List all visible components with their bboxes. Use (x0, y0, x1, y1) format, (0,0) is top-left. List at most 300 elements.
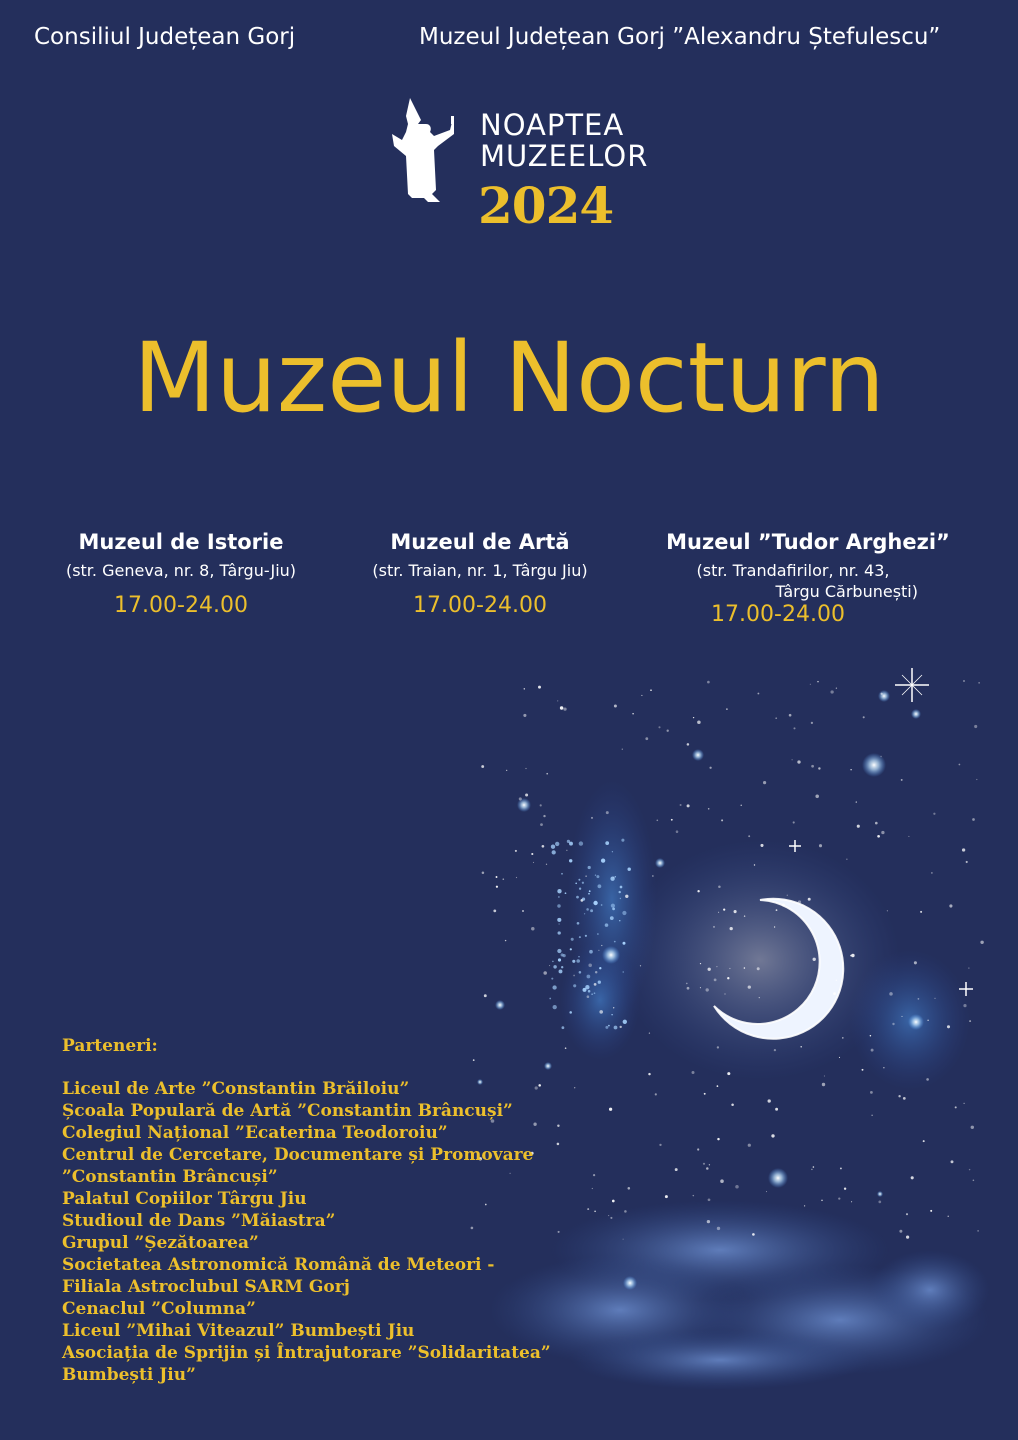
star (585, 875, 587, 877)
star (775, 717, 777, 719)
star (963, 1103, 964, 1104)
star (623, 1239, 624, 1240)
star (524, 688, 525, 689)
star (723, 908, 725, 910)
star (624, 1210, 627, 1213)
star (877, 835, 880, 838)
star (721, 819, 723, 821)
star (830, 690, 833, 693)
star (562, 1026, 565, 1029)
star (540, 804, 542, 806)
star (569, 859, 572, 862)
star (813, 1166, 815, 1168)
star (978, 682, 979, 683)
partner-item: Asociația de Sprijin și Întrajutorare ”Solidaritatea” (62, 1343, 551, 1363)
star (583, 988, 587, 992)
star (622, 749, 623, 750)
star (709, 767, 711, 769)
star (717, 1227, 720, 1230)
partner-item: Școala Populară de Artă ”Constantin Brâncuși” (62, 1101, 513, 1121)
star (619, 920, 620, 921)
star (797, 760, 800, 763)
star (706, 1167, 709, 1170)
logo-word-muzeelor: MUZEELOR (480, 139, 649, 173)
star (675, 1168, 678, 1171)
partner-item: ”Constantin Brâncuși” (62, 1167, 278, 1187)
star (640, 965, 641, 966)
star (522, 910, 524, 912)
star (525, 768, 526, 769)
star (594, 983, 597, 986)
star (619, 891, 621, 893)
star (920, 911, 922, 913)
star (708, 968, 711, 971)
star (614, 705, 617, 708)
star (973, 1180, 975, 1182)
star (552, 961, 554, 963)
star (708, 1198, 711, 1201)
star (824, 1075, 825, 1076)
star (883, 1067, 884, 1068)
star (601, 945, 602, 946)
star (906, 1236, 909, 1239)
star (782, 904, 785, 907)
star (697, 890, 699, 892)
star (667, 730, 669, 732)
star (496, 886, 498, 888)
star (951, 1160, 954, 1163)
star (963, 1004, 966, 1007)
star (561, 873, 563, 875)
star (734, 910, 737, 913)
star (570, 948, 572, 950)
star (546, 864, 547, 865)
star (612, 1200, 615, 1203)
star (727, 977, 729, 979)
partner-item: Societatea Astronomică Română de Meteori - (62, 1255, 495, 1275)
star (697, 721, 701, 725)
star (645, 737, 648, 740)
museum-address: (str. Geneva, nr. 8, Târgu-Jiu) (65, 561, 297, 580)
star (589, 950, 593, 954)
star (594, 1210, 596, 1212)
star (579, 841, 583, 845)
star (614, 941, 616, 943)
star (620, 898, 621, 899)
star (851, 954, 854, 957)
star (720, 1179, 724, 1183)
star (648, 1073, 650, 1075)
star (610, 877, 614, 881)
star (963, 680, 965, 682)
star (605, 1026, 608, 1029)
star (652, 875, 653, 876)
museum-hours: 17.00-24.00 (413, 593, 547, 618)
star (650, 689, 652, 691)
star (836, 980, 837, 981)
star (612, 851, 613, 852)
star (598, 981, 601, 984)
star (760, 844, 763, 847)
star (659, 1144, 661, 1146)
star (730, 927, 733, 930)
star (558, 896, 559, 897)
star (840, 1167, 842, 1169)
museum-column-arghezi (648, 530, 968, 627)
star (774, 926, 775, 927)
star (839, 1057, 840, 1058)
star (901, 779, 903, 781)
star (908, 836, 909, 837)
museum-column-history (31, 530, 331, 618)
star (727, 1072, 730, 1075)
star (608, 1215, 609, 1216)
star (707, 681, 710, 684)
candle-figure-icon (388, 94, 468, 210)
star (703, 1163, 705, 1165)
star (595, 875, 596, 876)
star (641, 695, 642, 696)
star (709, 1164, 710, 1165)
star (582, 897, 585, 900)
star (969, 1020, 971, 1022)
star (817, 681, 819, 683)
star (558, 958, 561, 961)
star (804, 1205, 805, 1206)
star (892, 1023, 894, 1025)
star (687, 804, 690, 807)
star (484, 994, 487, 997)
star (870, 1091, 873, 1094)
star (557, 1124, 559, 1126)
star (918, 998, 920, 1000)
star (606, 811, 609, 814)
star (619, 1026, 621, 1028)
star (741, 805, 742, 806)
star (620, 886, 623, 889)
star (549, 965, 550, 966)
star (481, 765, 484, 768)
star (576, 896, 579, 899)
star (551, 978, 553, 980)
star (836, 688, 837, 689)
star (553, 965, 556, 968)
star (523, 714, 526, 717)
star (551, 845, 555, 849)
star (707, 1220, 710, 1223)
star (815, 795, 819, 799)
star (766, 1191, 767, 1192)
star (599, 967, 601, 969)
star (493, 910, 496, 913)
star (726, 708, 728, 710)
star (582, 882, 584, 884)
cloud-illustration (490, 1200, 990, 1390)
star (948, 1216, 949, 1217)
star (592, 1188, 593, 1189)
star (552, 850, 556, 854)
star (605, 923, 609, 927)
museum-address-line1: (str. Trandafirilor, nr. 43, (696, 561, 890, 580)
star (903, 1097, 906, 1100)
star (800, 1046, 802, 1048)
star (557, 889, 561, 893)
star (731, 1104, 734, 1107)
star (863, 716, 865, 718)
star (947, 1025, 950, 1028)
star (519, 797, 522, 800)
star (687, 987, 690, 990)
star (506, 770, 507, 771)
header-organization-left: Consiliul Județean Gorj (34, 24, 296, 50)
star (531, 927, 534, 930)
museum-name: Muzeul de Artă (390, 530, 570, 554)
star (870, 1035, 871, 1036)
star (793, 727, 795, 729)
star (697, 1148, 699, 1150)
star (729, 968, 730, 969)
star (923, 1140, 925, 1142)
star (966, 861, 968, 863)
partner-item: Grupul ”Șezătoarea” (62, 1233, 259, 1253)
star (692, 1071, 695, 1074)
star (473, 1059, 475, 1061)
partner-item: Liceul de Arte ”Constantin Brăiloiu” (62, 1079, 410, 1099)
star (821, 1200, 822, 1201)
star (591, 817, 593, 819)
star (597, 933, 599, 935)
star (533, 862, 534, 863)
star (789, 714, 792, 717)
star (914, 961, 917, 964)
star (880, 693, 882, 695)
star (546, 773, 548, 775)
star (588, 866, 591, 869)
star (623, 1020, 627, 1024)
museum-hours: 17.00-24.00 (711, 602, 845, 627)
star (901, 1016, 902, 1017)
star (724, 993, 725, 994)
star (811, 765, 814, 768)
star (927, 1020, 928, 1021)
star (560, 706, 563, 709)
star (588, 893, 590, 895)
star (878, 1201, 881, 1204)
star (856, 801, 857, 802)
star (933, 813, 935, 815)
star (579, 936, 581, 938)
star (771, 1134, 774, 1137)
star (717, 1138, 719, 1140)
star (598, 884, 602, 888)
star (622, 911, 626, 915)
star (793, 821, 795, 823)
star (808, 898, 811, 901)
star (706, 988, 709, 991)
star (601, 858, 605, 862)
star (671, 819, 673, 821)
star (565, 1047, 567, 1049)
star (787, 895, 788, 896)
star (605, 841, 609, 845)
star (792, 759, 793, 760)
star (562, 954, 565, 957)
star (718, 912, 719, 913)
star (578, 956, 579, 957)
partner-item: Bumbești Jiu” (62, 1365, 196, 1385)
star (757, 967, 760, 970)
partner-item: Filiala Astroclubul SARM Gorj (62, 1277, 350, 1297)
star (577, 922, 580, 925)
star (515, 850, 517, 852)
star (594, 992, 596, 994)
museum-address-line2: Târgu Cărbunești) (775, 582, 918, 601)
star (676, 830, 679, 833)
star (656, 819, 658, 821)
star (776, 909, 778, 911)
star (543, 815, 545, 817)
star (844, 1188, 846, 1190)
star (611, 904, 615, 908)
star (563, 707, 566, 710)
star (632, 713, 633, 714)
star (752, 1233, 755, 1236)
star (744, 915, 745, 916)
star (575, 883, 577, 885)
star (558, 1231, 560, 1233)
star (593, 901, 597, 905)
star (955, 1106, 957, 1108)
star (774, 1049, 776, 1051)
star (959, 764, 961, 766)
star (623, 971, 624, 972)
star (557, 949, 561, 953)
header-organization-right: Muzeul Județean Gorj ”Alexandru Ștefulescu” (419, 24, 941, 50)
star (549, 998, 551, 1000)
star (571, 938, 574, 941)
star (871, 1049, 874, 1052)
star (573, 984, 576, 987)
star (557, 700, 558, 701)
star (587, 995, 590, 998)
star (889, 992, 893, 996)
star (704, 1093, 706, 1095)
star (579, 888, 581, 890)
star (553, 1005, 557, 1009)
star (573, 975, 575, 977)
star (757, 693, 759, 695)
star (930, 1210, 932, 1212)
star (911, 1176, 914, 1179)
star (735, 1185, 739, 1189)
star (931, 872, 933, 874)
star (586, 908, 589, 911)
nebula (560, 780, 970, 1090)
star (934, 998, 935, 999)
star (898, 1095, 900, 1097)
star (655, 1093, 657, 1095)
star (974, 725, 977, 728)
star (846, 859, 847, 860)
star (593, 1174, 595, 1176)
star (496, 876, 498, 878)
star (503, 878, 505, 880)
star (693, 1195, 694, 1196)
star (971, 1126, 974, 1129)
star (871, 1115, 872, 1116)
star (612, 908, 615, 911)
star (615, 876, 616, 877)
star (842, 1037, 844, 1039)
star (540, 823, 543, 826)
star (811, 722, 813, 724)
star (718, 886, 721, 889)
star (768, 1099, 771, 1102)
star (596, 875, 599, 878)
star (838, 1197, 840, 1199)
museum-address: (str. Traian, nr. 1, Târgu Jiu) (372, 561, 588, 580)
star (899, 1230, 902, 1233)
star (665, 1195, 668, 1198)
star (977, 1230, 979, 1232)
star (713, 926, 715, 928)
star (775, 1108, 778, 1111)
museum-column-art (330, 530, 630, 618)
star (744, 967, 746, 969)
star (589, 890, 591, 892)
star (611, 1014, 612, 1015)
star (880, 756, 881, 757)
page-title: Muzeul Nocturn (133, 322, 885, 434)
star (561, 966, 563, 968)
star (555, 842, 559, 846)
star (614, 1026, 618, 1030)
star (969, 1169, 970, 1170)
star (850, 769, 851, 770)
star (810, 684, 811, 685)
star (658, 726, 660, 728)
star (557, 904, 560, 907)
star (572, 960, 575, 963)
star (627, 867, 630, 870)
star (700, 987, 701, 988)
star (716, 966, 717, 967)
star (700, 963, 701, 964)
star (587, 1208, 589, 1210)
star (601, 904, 603, 906)
star (557, 918, 561, 922)
star (590, 909, 593, 912)
star (599, 1010, 603, 1014)
star (595, 971, 597, 973)
star (598, 950, 599, 951)
star (763, 781, 766, 784)
star (818, 767, 820, 769)
star (686, 983, 688, 985)
star (531, 853, 533, 855)
star (811, 1169, 813, 1171)
star (649, 1032, 650, 1033)
partner-item: Liceul ”Mihai Viteazul” Bumbești Jiu (62, 1321, 415, 1341)
star (610, 1217, 612, 1219)
star (748, 985, 751, 988)
star (881, 831, 884, 834)
partner-item: Palatul Copiilor Târgu Jiu (62, 1189, 307, 1209)
star (976, 779, 977, 780)
partners-list (62, 1078, 551, 1386)
star (717, 1046, 719, 1048)
star (748, 1144, 751, 1147)
